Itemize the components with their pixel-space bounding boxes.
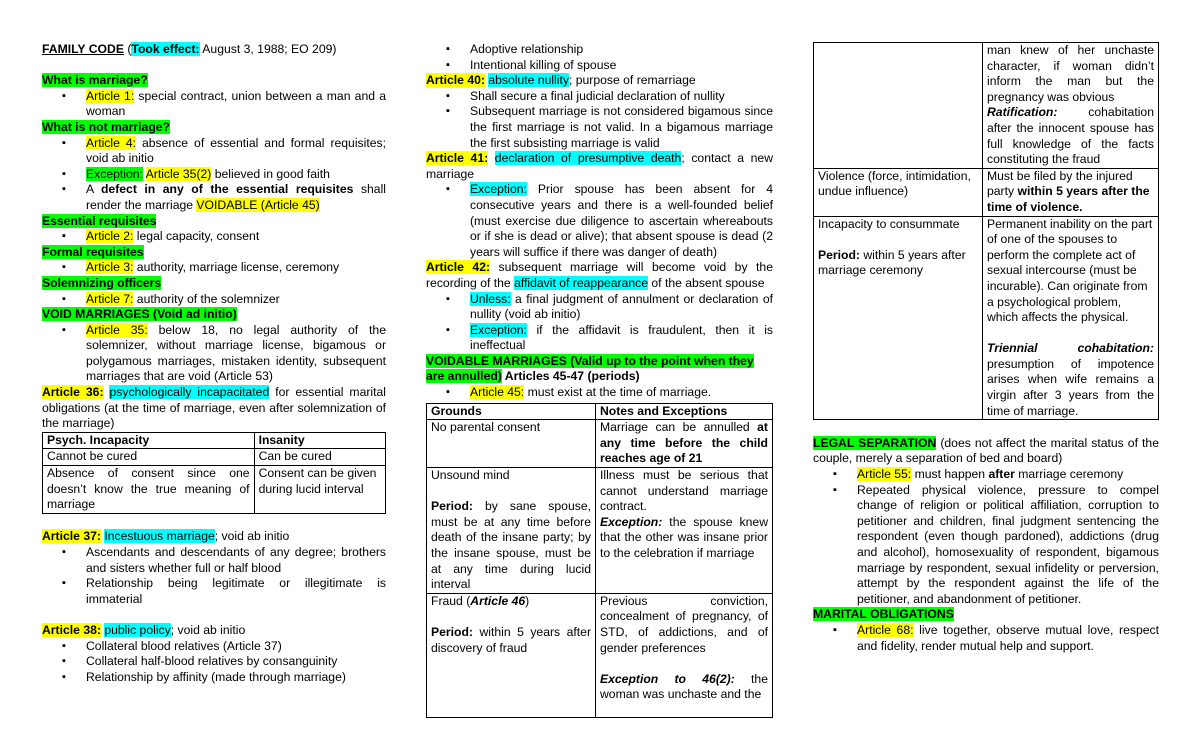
table-header: Grounds <box>427 403 596 420</box>
voidable-grounds-table <box>426 403 773 718</box>
heading-what-is-marriage: What is marriage? <box>42 73 148 88</box>
article-42: Article 42: subsequent marriage will become void by the recording of the affidavit of reappearance of the absent spouse <box>426 260 773 290</box>
list-item: ▪ Article 2: legal capacity, consent <box>42 229 386 245</box>
table-header: Notes and Exceptions <box>596 403 773 420</box>
table-header: Insanity <box>254 432 385 449</box>
list-item: ▪ Collateral blood relatives (Article 37) <box>42 639 386 655</box>
list-item: ▪ Relationship being legitimate or illegitimate is immaterial <box>42 576 386 607</box>
list-item: ▪ Shall secure a final judicial declaration of nullity <box>426 89 773 105</box>
list-item: ▪ Adoptive relationship <box>426 42 773 58</box>
list-item: ▪ Collateral half-blood relatives by consanguinity <box>42 654 386 670</box>
list-item: ▪ Exception: Article 35(2) believed in good faith <box>42 167 386 183</box>
list-item: ▪ Article 68: live together, observe mutual love, respect and fidelity, render mutual help and support. <box>813 623 1159 654</box>
list-item: ▪ A defect in any of the essential requisites shall render the marriage VOIDABLE (Article 45) <box>42 182 386 213</box>
list-item: ▪ Exception: Prior spouse has been absent for 4 consecutive years and there is a well-founded belief (must exercise due diligence to ascertain whereabouts or if she is dead or alive); that absent spouse is dead (2 years will suffice if there was danger of death) <box>426 182 773 260</box>
list-item: ▪ Relationship by affinity (made through marriage) <box>42 670 386 686</box>
list-item: ▪ Article 45: must exist at the time of marriage. <box>426 385 773 401</box>
list-item: ▪ Unless: a final judgment of annulment or declaration of nullity (void ab initio) <box>426 292 773 323</box>
table-row: Unsound mind Period: by sane spouse, must be at any time before death of the insane party; by the insane spouse, must be at any time during lucid interval Illness must be serious that cannot understand marriage contract. Exception: the spouse knew that the other was insane prior to the celebration if marriage <box>427 468 773 594</box>
table-row: Fraud (Article 46) Period: within 5 years after discovery of fraud Previous conviction, concealment of pregnancy, of STD, of addictions, and of gender preferences Exception to 46(2): the woman was unchaste and the <box>427 593 773 717</box>
heading-void-marriages: VOID MARRIAGES (Void ad initio) <box>42 307 237 322</box>
column-3 <box>813 42 1159 654</box>
list-item: ▪ Exception: if the affidavit is fraudulent, then it is ineffectual <box>426 323 773 354</box>
heading-marital-obligations: MARITAL OBLIGATIONS <box>813 607 954 622</box>
table-row: No parental consent Marriage can be annulled at any time before the child reaches age of 21 <box>427 420 773 468</box>
heading-essential-requisites: Essential requisites <box>42 213 157 228</box>
list-item: ▪ Article 1: special contract, union between a man and a woman <box>42 89 386 120</box>
table-row: Incapacity to consummate Period: within 5 years after marriage ceremony Permanent inability on the part of one of the spouses to perform the complete act of sexual intercourse (must be incurable). Can originate from a psychological problem, which affects the physical. Triennial cohabitation: presumption of impotence arises when wife remains a virgin after 3 years from the time of marriage. <box>814 216 1159 420</box>
article-36: Article 36: psychologically incapacitated for essential marital obligations (at the time of marriage, even after solemnization of the marriage) <box>42 385 386 431</box>
voidable-heading: VOIDABLE MARRIAGES (Valid up to the point when they are annulled) Articles 45-47 (periods) <box>426 353 754 384</box>
list-item: ▪ Article 55: must happen after marriage ceremony <box>813 467 1159 483</box>
table-row: Cannot be cured Can be cured <box>43 449 386 466</box>
list-item: ▪ Article 3: authority, marriage license, ceremony <box>42 260 386 276</box>
list-item: ▪ Article 7: authority of the solemnizer <box>42 292 386 308</box>
table-row: man knew of her unchaste character, if woman didn’t inform the man but the pregnancy was obvious Ratification: cohabitation after the innocent spouse has full knowledge of the facts constituting the fraud <box>814 43 1159 169</box>
article-37: Article 37: Incestuous marriage; void ab initio <box>42 529 290 544</box>
list-item: ▪ Intentional killing of spouse <box>426 58 773 74</box>
list-item: ▪ Subsequent marriage is not considered bigamous since the first marriage is not valid. In a bigamous marriage the first subsisting marriage is valid <box>426 104 773 151</box>
list-item: ▪ Article 4: absence of essential and formal requisites; void ab initio <box>42 136 386 167</box>
psych-incapacity-table <box>42 432 386 514</box>
column-2 <box>426 42 773 718</box>
article-40: Article 40: absolute nullity; purpose of remarriage <box>426 73 696 88</box>
heading-formal-requisites: Formal requisites <box>42 244 144 259</box>
list-item: ▪ Article 35: below 18, no legal authority of the solemnizer, without marriage license, bigamous or polygamous marriages, mistaken identity, subsequent marriages that are void (Article 53) <box>42 323 386 385</box>
list-item: ▪ Ascendants and descendants of any degree; brothers and sisters whether full or half blood <box>42 545 386 576</box>
article-41: Article 41: declaration of presumptive death; contact a new marriage <box>426 151 773 181</box>
column-1 <box>42 42 386 685</box>
table-row: Absence of consent since one doesn’t know the true meaning of marriage Consent can be given during lucid interval <box>43 466 386 514</box>
voidable-grounds-table-cont <box>813 42 1159 420</box>
list-item: ▪ Repeated physical violence, pressure to compel change of religion or political affiliation, corruption to petitioner and children, final judgment sentencing the respondent (even though pardoned), addictions (drug and alcohol), homosexuality of respondent, bigamous marriage by respondent, sexual infidelity or perversion, attempt by the respondent against the life of the petitioner, and abandonment of petitioner. <box>813 483 1159 608</box>
legal-separation: LEGAL SEPARATION (does not affect the marital status of the couple, merely a separation of bed and board) <box>813 435 1159 466</box>
article-38: Article 38: public policy; void ab initio <box>42 622 246 637</box>
doc-title: FAMILY CODE (Took effect: August 3, 1988; EO 209) <box>42 42 337 56</box>
table-header: Psych. Incapacity <box>43 432 255 449</box>
table-row: Violence (force, intimidation, undue influence) Must be filed by the injured party within 5 years after the time of violence. <box>814 168 1159 216</box>
heading-solemnizing-officers: Solemnizing officers <box>42 275 162 290</box>
heading-what-not-marriage: What is not marriage? <box>42 119 170 134</box>
